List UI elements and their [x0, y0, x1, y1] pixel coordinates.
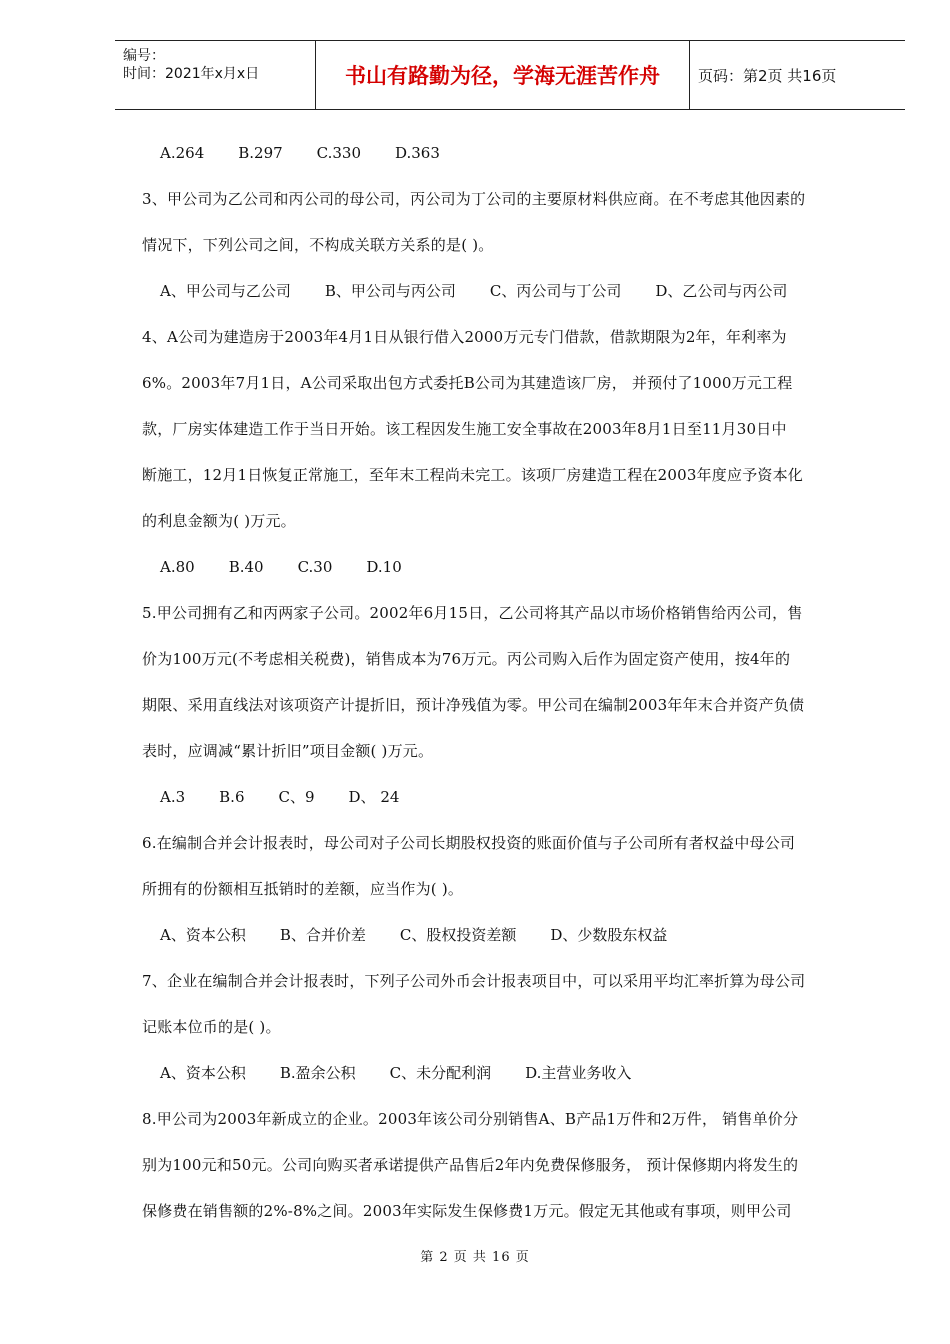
answer-option: C、9	[278, 788, 315, 806]
answer-options	[142, 1050, 882, 1096]
time-label: 时间：2021年x月x日	[123, 66, 260, 82]
answer-option: A、资本公积	[160, 926, 246, 944]
question-text-line: 所拥有的份额相互抵销时的差额，应当作为( )。	[142, 880, 464, 898]
question-text-line: 断施工，12月1日恢复正常施工，至年末工程尚未完工。该项厂房建造工程在2003年度应予资本化	[142, 466, 804, 484]
answer-option: C、股权投资差额	[399, 926, 517, 944]
answer-option: B.6	[219, 788, 245, 806]
answer-option: B、甲公司与丙公司	[324, 282, 456, 300]
answer-options	[142, 544, 882, 590]
question-text-line: 记账本位币的是( )。	[142, 1018, 281, 1036]
answer-options	[142, 130, 882, 176]
answer-option: D、乙公司与丙公司	[655, 282, 788, 300]
header-meta	[115, 41, 316, 109]
answer-option: A.264	[160, 144, 205, 162]
document-body	[142, 130, 882, 1234]
question-text-line: 价为100万元(不考虑相关税费)，销售成本为76万元。丙公司购入后作为固定资产使用，按4年的	[142, 650, 791, 668]
question-text-line: 款，厂房实体建造工作于当日开始。该工程因发生施工安全事故在2003年8月1日至11月30日中	[142, 420, 787, 438]
page-header	[115, 40, 905, 110]
answer-options	[142, 774, 882, 820]
question-text-line: 7、企业在编制合并会计报表时，下列子公司外币会计报表项目中，可以采用平均汇率折算为母公司	[142, 972, 806, 990]
answer-option: D.主营业务收入	[525, 1064, 632, 1082]
question-text-line: 6.在编制合并会计报表时，母公司对子公司长期股权投资的账面价值与子公司所有者权益中母公司	[142, 834, 796, 852]
number-label: 编号：	[123, 48, 165, 64]
page-footer: 第 2 页 共 16 页	[420, 1250, 530, 1265]
question-text-line: 4、A公司为建造房于2003年4月1日从银行借入2000万元专门借款，借款期限为2年，年利率为	[142, 328, 787, 346]
answer-option: B、合并价差	[279, 926, 366, 944]
answer-option: C、丙公司与丁公司	[489, 282, 622, 300]
answer-option: B.盈余公积	[279, 1064, 356, 1082]
answer-option: C、未分配利润	[389, 1064, 492, 1082]
answer-option: D、 24	[348, 788, 400, 806]
answer-option: A.80	[160, 558, 195, 576]
answer-option: A、甲公司与乙公司	[160, 282, 291, 300]
answer-option: D.363	[395, 144, 440, 162]
answer-option: B.297	[238, 144, 283, 162]
answer-option: A.3	[160, 788, 186, 806]
question-text-line: 别为100元和50元。公司向购买者承诺提供产品售后2年内免费保修服务， 预计保修期内将发生的	[142, 1156, 799, 1174]
answer-option: B.40	[228, 558, 264, 576]
header-page-info: 页码：第2页 共16页	[698, 66, 837, 85]
question-text-line: 的利息金额为( )万元。	[142, 512, 296, 530]
answer-option: C.330	[316, 144, 361, 162]
question-text-line: 表时，应调减“累计折旧”项目金额( )万元。	[142, 742, 434, 760]
question-text-line: 3、甲公司为乙公司和丙公司的母公司，丙公司为丁公司的主要原材料供应商。在不考虑其他因素的	[142, 190, 806, 208]
question-text-line: 保修费在销售额的2%-8%之间。2003年实际发生保修费1万元。假定无其他或有事项，则甲公司	[142, 1202, 792, 1220]
question-text-line: 期限、采用直线法对该项资产计提折旧，预计净残值为零。甲公司在编制2003年年末合并资产负债	[142, 696, 805, 714]
answer-option: A、资本公积	[160, 1064, 246, 1082]
answer-options	[142, 268, 882, 314]
question-text-line: 6%。2003年7月1日，A公司采取出包方式委托B公司为其建造该厂房， 并预付了1000万元工程	[142, 374, 793, 392]
answer-option: D.10	[366, 558, 402, 576]
question-text-line: 8.甲公司为2003年新成立的企业。2003年该公司分别销售A、B产品1万件和2万件， 销售单价分	[142, 1110, 799, 1128]
answer-option: D、少数股东权益	[550, 926, 668, 944]
answer-option: C.30	[297, 558, 333, 576]
question-text-line: 情况下，下列公司之间，不构成关联方关系的是( )。	[142, 236, 494, 254]
header-motto: 书山有路勤为径，学海无涯苦作舟	[316, 41, 690, 109]
answer-options	[142, 912, 882, 958]
question-text-line: 5.甲公司拥有乙和丙两家子公司。2002年6月15日，乙公司将其产品以市场价格销售给丙公司，售	[142, 604, 803, 622]
